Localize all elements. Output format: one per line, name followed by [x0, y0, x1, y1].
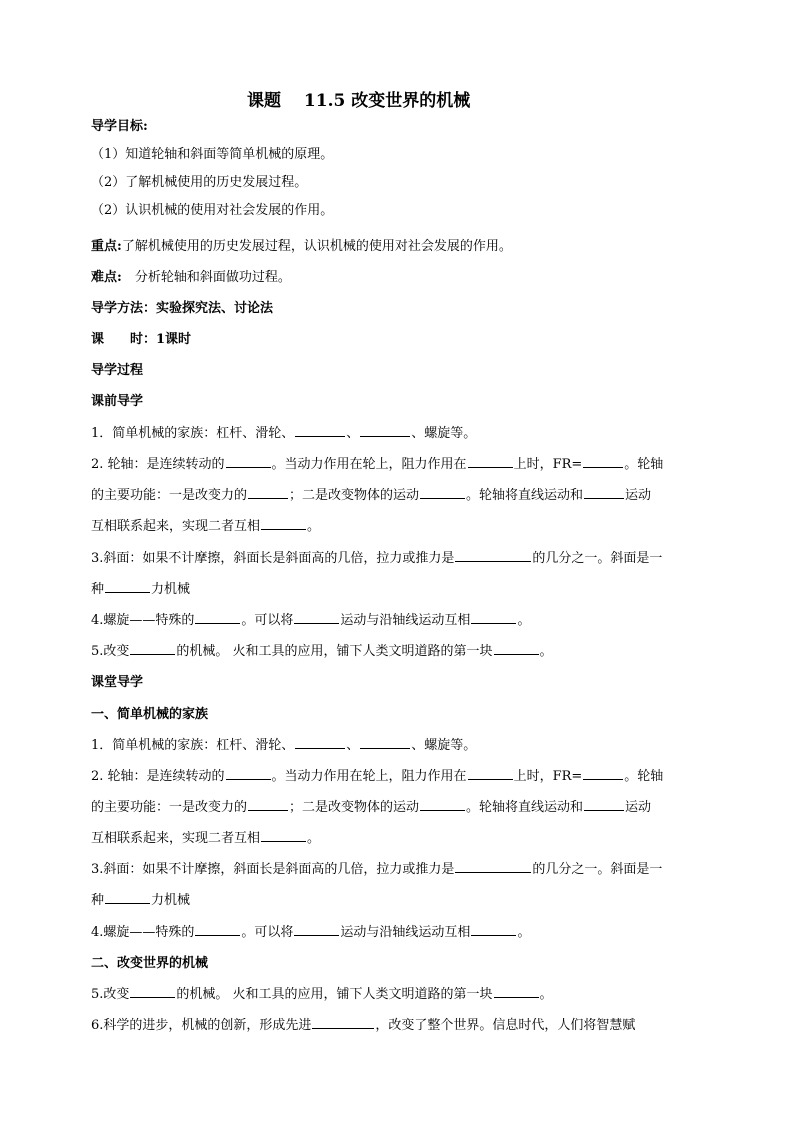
blank[interactable]: [455, 860, 531, 873]
question-4: 4.螺旋——特殊的 。可以将 运动与沿轴线运动互相 。: [91, 925, 531, 940]
class-heading: 课堂导学: [91, 675, 144, 690]
question-1: 1．简单机械的家族：杠杆、滑轮、 、 、螺旋等。: [91, 738, 477, 753]
blank[interactable]: [494, 642, 539, 655]
blank[interactable]: [494, 985, 539, 998]
blank[interactable]: [468, 455, 513, 468]
question-2: 2. 轮轴：是连续转动的 。当动力作用在轮上，阻力作用在 上时，FR= 。轮轴: [91, 769, 664, 784]
blank[interactable]: [471, 923, 516, 936]
blank[interactable]: [105, 580, 150, 593]
blank[interactable]: [584, 486, 624, 499]
blank[interactable]: [105, 891, 150, 904]
blank[interactable]: [294, 923, 339, 936]
key-points: [91, 237, 512, 257]
blank[interactable]: [455, 549, 531, 562]
section-1-heading: 一、简单机械的家族: [91, 707, 209, 722]
question-3-cont: 种 力机械: [91, 893, 191, 908]
blank[interactable]: [226, 455, 271, 468]
period-line: 课 时：1课时: [91, 332, 192, 347]
blank[interactable]: [584, 798, 624, 811]
blank[interactable]: [261, 517, 306, 530]
question-4: 4.螺旋——特殊的 。可以将 运动与沿轴线运动互相 。: [91, 613, 531, 628]
blank[interactable]: [360, 424, 410, 437]
difficulty-text: 分析轮轴和斜面做功过程。: [121, 270, 291, 285]
blank[interactable]: [312, 1016, 374, 1029]
key-text: 了解机械使用的历史发展过程，认识机械的使用对社会发展的作用。: [121, 239, 512, 254]
blank[interactable]: [295, 736, 345, 749]
pre-heading: 课前导学: [91, 394, 144, 409]
question-2-cont: 互相联系起来，实现二者互相 。: [91, 519, 321, 534]
difficulty: [91, 268, 291, 288]
question-2-cont: 的主要功能：一是改变力的 ；二是改变物体的运动 。轮轴将直线运动和 运动: [91, 800, 652, 815]
blank[interactable]: [195, 611, 240, 624]
question-6: 6.科学的进步，机械的创新，形成先进 ，改变了整个世界。信息时代，人们将智慧赋: [91, 1018, 636, 1033]
method-line: 导学方法：实验探究法、讨论法: [91, 301, 274, 316]
blank[interactable]: [583, 455, 623, 468]
blank[interactable]: [420, 486, 465, 499]
question-1: 1．简单机械的家族：杠杆、滑轮、 、 、螺旋等。: [91, 426, 477, 441]
blank[interactable]: [583, 767, 623, 780]
blank[interactable]: [468, 767, 513, 780]
blank[interactable]: [130, 642, 175, 655]
blank[interactable]: [360, 736, 410, 749]
blank[interactable]: [195, 923, 240, 936]
question-3-cont: 种 力机械: [91, 582, 191, 597]
difficulty-label: 难点:: [91, 270, 122, 285]
question-5: 5.改变 的机械。 火和工具的应用，铺下人类文明道路的第一块 。: [91, 644, 553, 659]
question-3: 3.斜面：如果不计摩擦，斜面长是斜面高的几倍，拉力或推力是 的几分之一。斜面是一: [91, 862, 663, 877]
section-2-heading: 二、改变世界的机械: [91, 956, 209, 971]
key-label: 重点:: [91, 239, 122, 254]
question-2: 2. 轮轴：是连续转动的 。当动力作用在轮上，阻力作用在 上时，FR= 。轮轴: [91, 457, 664, 472]
blank[interactable]: [261, 829, 306, 842]
question-2-cont: 互相联系起来，实现二者互相 。: [91, 831, 321, 846]
question-5: 5.改变 的机械。 火和工具的应用，铺下人类文明道路的第一块 。: [91, 987, 553, 1002]
blank[interactable]: [295, 424, 345, 437]
blank[interactable]: [471, 611, 516, 624]
blank[interactable]: [248, 486, 288, 499]
goals-heading: 导学目标:: [91, 119, 148, 134]
goal-item: （2）了解机械使用的历史发展过程。: [91, 175, 308, 190]
blank[interactable]: [294, 611, 339, 624]
question-2-cont: 的主要功能：一是改变力的 ；二是改变物体的运动 。轮轴将直线运动和 运动: [91, 488, 652, 503]
blank[interactable]: [226, 767, 271, 780]
process-heading: 导学过程: [91, 363, 144, 378]
goal-item: （2）认识机械的使用对社会发展的作用。: [91, 203, 334, 218]
blank[interactable]: [248, 798, 288, 811]
question-3: 3.斜面：如果不计摩擦，斜面长是斜面高的几倍，拉力或推力是 的几分之一。斜面是一: [91, 551, 663, 566]
page-title: 课题 11.5 改变世界的机械: [247, 91, 471, 111]
goal-item: （1）知道轮轴和斜面等简单机械的原理。: [91, 147, 334, 162]
blank[interactable]: [130, 985, 175, 998]
blank[interactable]: [420, 798, 465, 811]
